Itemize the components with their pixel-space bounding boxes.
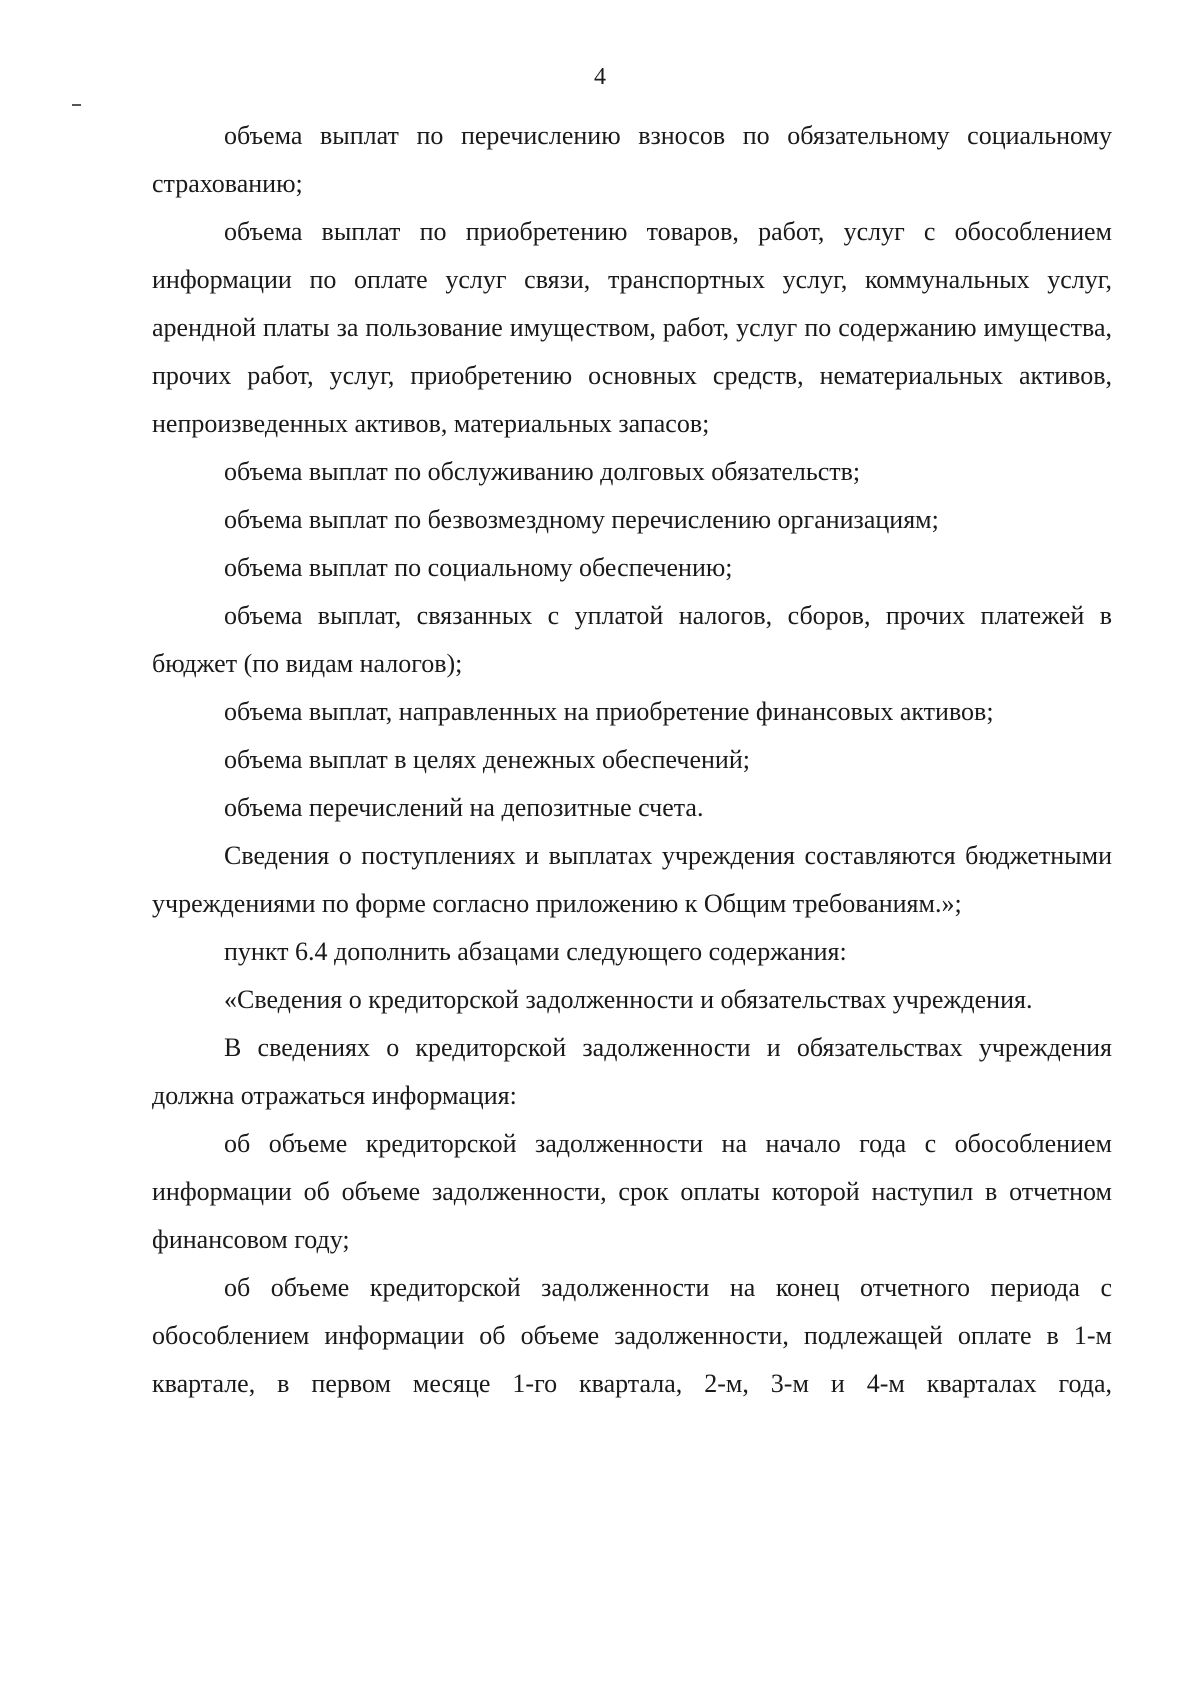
paragraph-5: объема выплат по социальному обеспечению; [224,553,733,582]
paragraph-15: об объеме кредиторской задолженности на конец отчетного периода с обособлением информации об объеме задолженности, подлежащей оплате в 1-м квартале, в первом месяце 1-го квартала, 2-м, 3-м и 4-м кварталах года, [152,1273,1112,1398]
paragraph-10: Сведения о поступлениях и выплатах учреждения составляются бюджетными учреждениями по форме согласно приложению к Общим требованиям.»; [152,841,1112,918]
paragraph-7: объема выплат, направленных на приобретение финансовых активов; [224,697,994,726]
paragraph-3: объема выплат по обслуживанию долговых обязательств; [224,457,861,486]
paragraph-9: объема перечислений на депозитные счета. [224,793,704,822]
paragraph-12: «Сведения о кредиторской задолженности и обязательствах учреждения. [224,985,1033,1014]
paragraph-2: объема выплат по приобретению товаров, работ, услуг с обособлением информации по оплате услуг связи, транспортных услуг, коммунальных услуг, арендной платы за пользование имуществом, работ, услуг по содержанию имущества, прочих работ, услуг, приобретению основных средств, нематериальных активов, непроизведенных активов, материальных запасов; [152,217,1112,438]
paragraph-8: объема выплат в целях денежных обеспечений; [224,745,750,774]
paragraph-1: объема выплат по перечислению взносов по обязательному социальному страхованию; [152,121,1112,198]
scan-artifact-mark [72,104,81,106]
document-body [152,112,1112,1408]
paragraph-11: пункт 6.4 дополнить абзацами следующего содержания: [224,937,847,966]
paragraph-4: объема выплат по безвозмездному перечислению организациям; [224,505,939,534]
paragraph-13: В сведениях о кредиторской задолженности и обязательствах учреждения должна отражаться информация: [152,1033,1112,1110]
paragraph-14: об объеме кредиторской задолженности на начало года с обособлением информации об объеме задолженности, срок оплаты которой наступил в отчетном финансовом году; [152,1129,1112,1254]
page-number: 4 [594,64,606,90]
paragraph-6: объема выплат, связанных с уплатой налогов, сборов, прочих платежей в бюджет (по видам налогов); [152,601,1112,678]
